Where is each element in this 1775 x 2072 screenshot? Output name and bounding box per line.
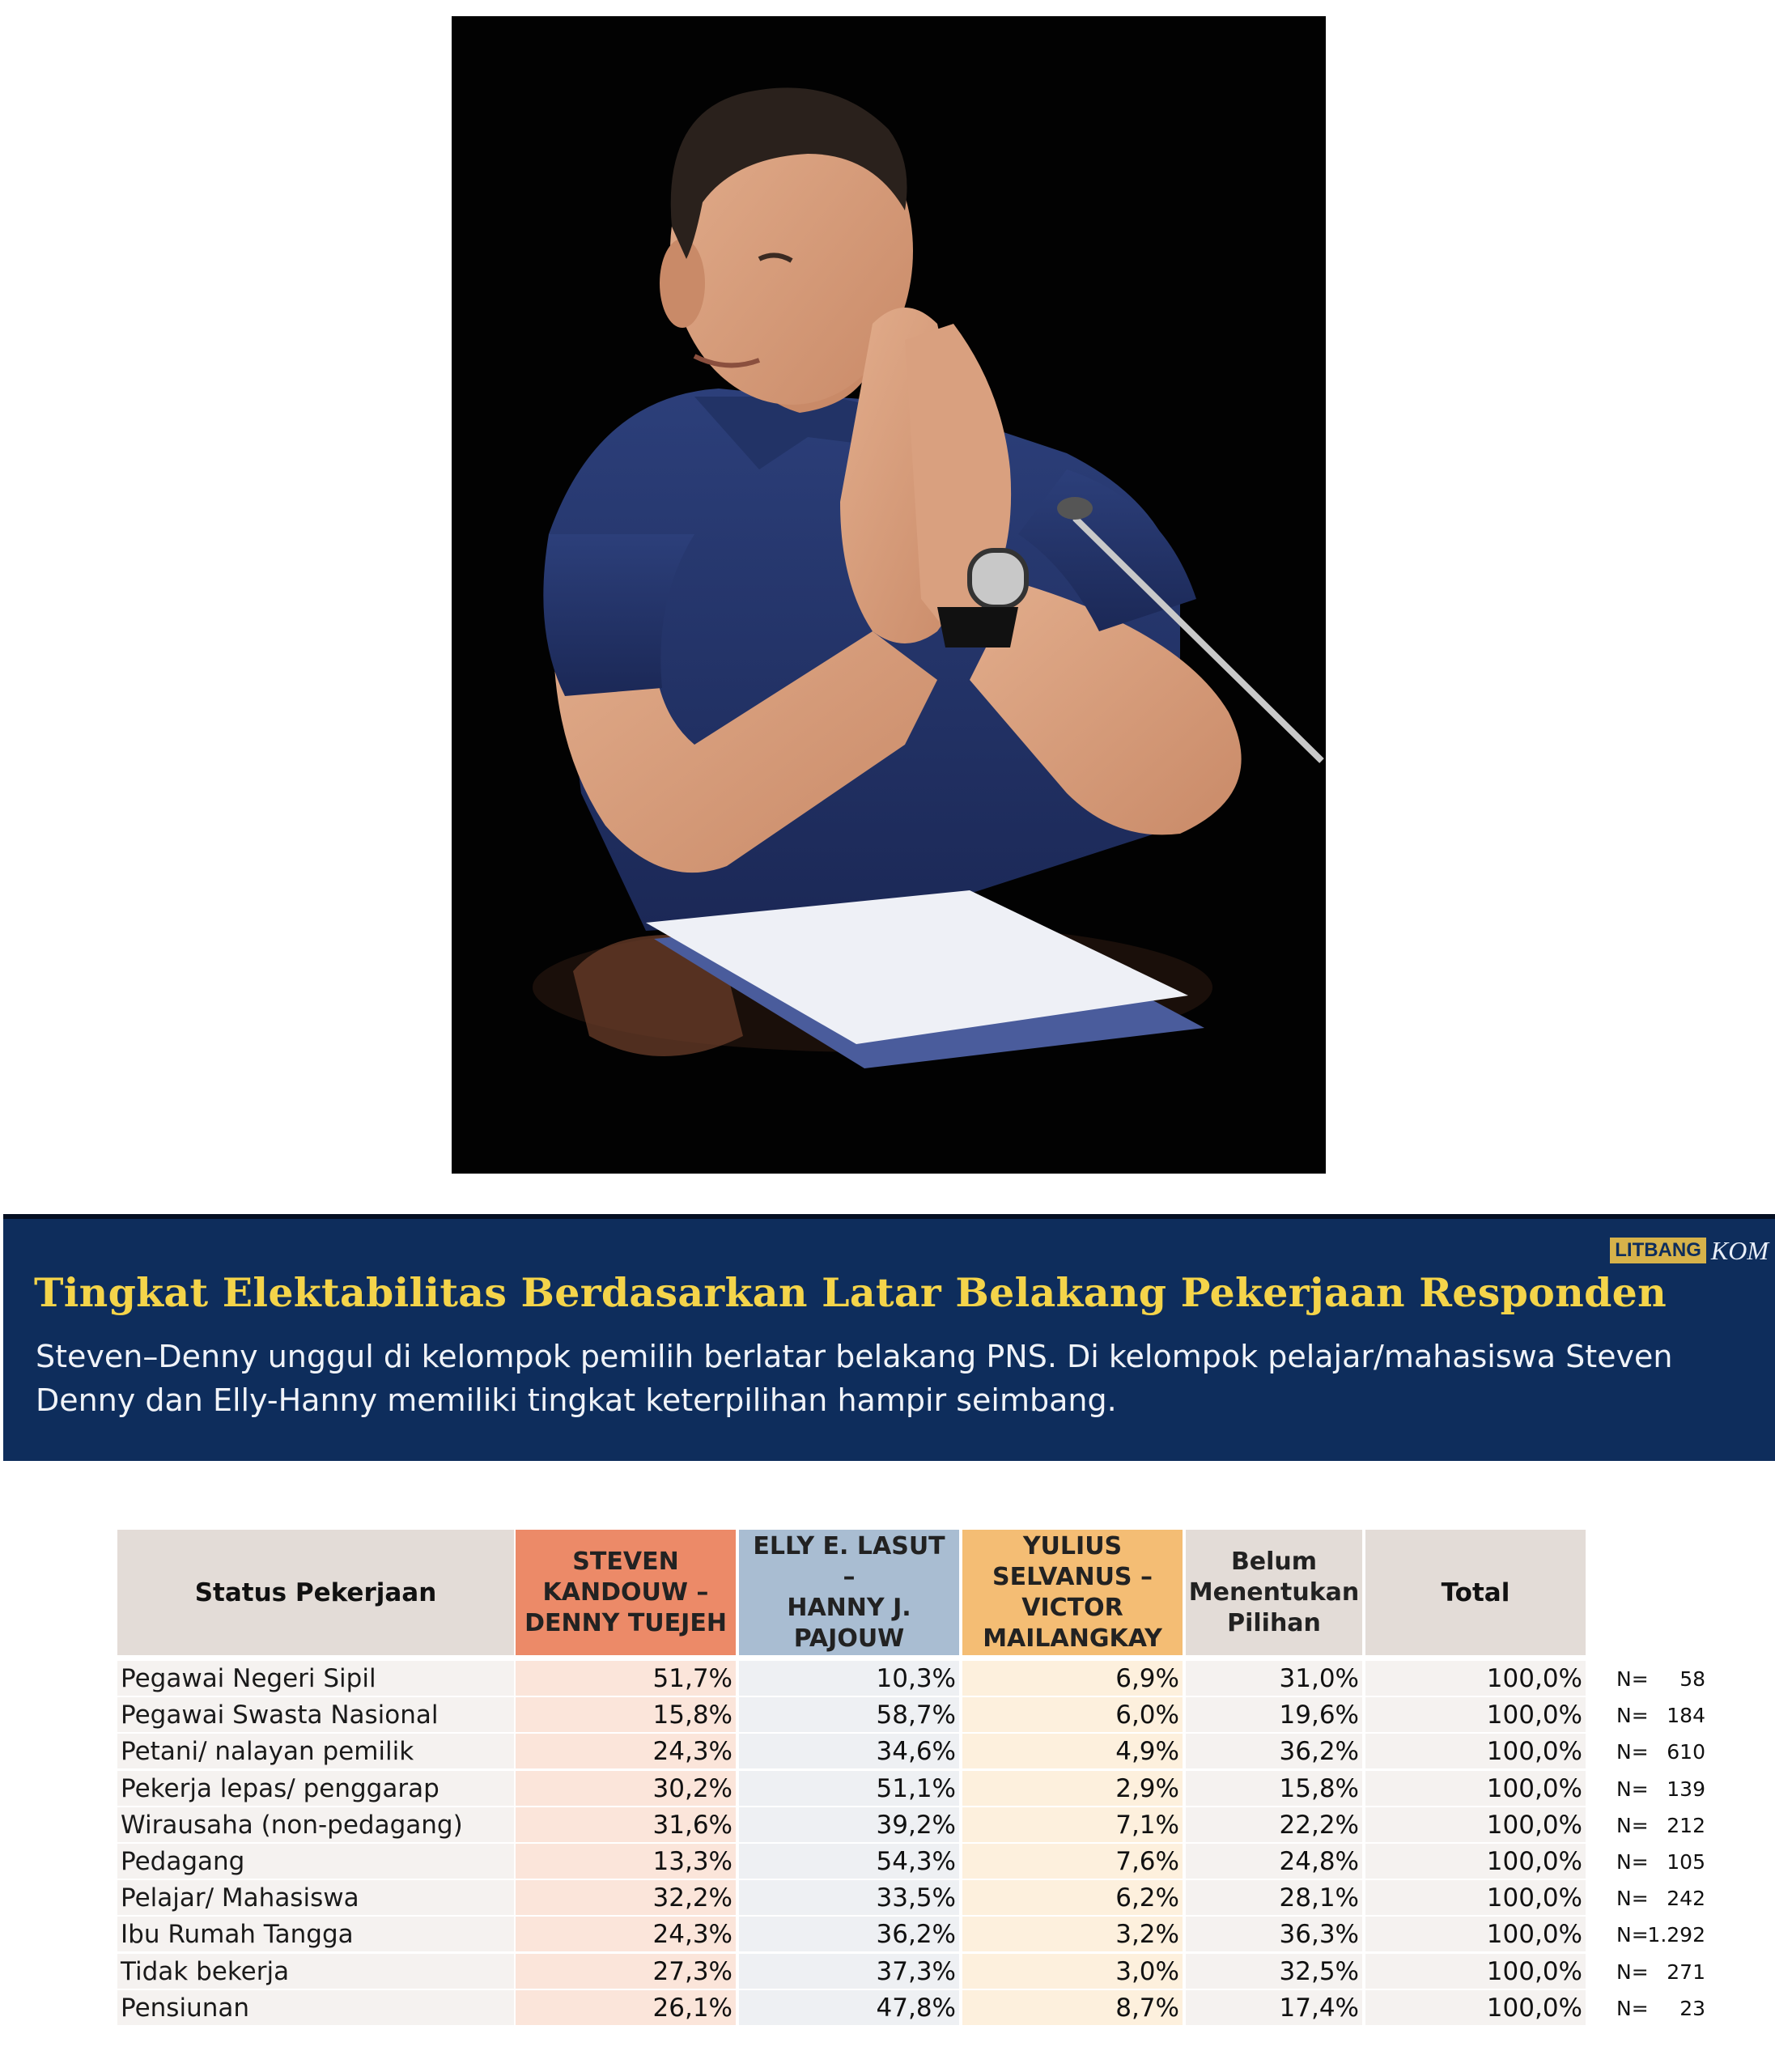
cell-n-value: 242 (1667, 1887, 1705, 1911)
cell-yulius: 6,0% (962, 1697, 1183, 1732)
cell-elly: 33,5% (739, 1880, 959, 1915)
cell-belum: 19,6% (1186, 1697, 1362, 1732)
cell-n-prefix: N= (1616, 1959, 1649, 1984)
row-label: Pensiunan (117, 1990, 514, 2025)
cell-yulius: 8,7% (962, 1990, 1183, 2025)
cell-steven: 26,1% (516, 1990, 736, 2025)
cell-steven: 32,2% (516, 1880, 736, 1915)
table-row (117, 1734, 1728, 1770)
header-line: HANNY J. (787, 1593, 911, 1622)
cell-steven: 31,6% (516, 1807, 736, 1842)
cell-n-prefix: N= (1616, 1667, 1649, 1691)
cell-elly: 37,3% (739, 1954, 959, 1989)
cell-yulius: 6,2% (962, 1880, 1183, 1915)
cell-n-value: 184 (1667, 1704, 1705, 1728)
cell-n-value: 23 (1679, 1996, 1705, 2020)
cell-total: 100,0% (1365, 1917, 1586, 1951)
cell-steven: 27,3% (516, 1954, 736, 1989)
row-label: Ibu Rumah Tangga (117, 1917, 514, 1951)
table-row (117, 1661, 1728, 1697)
cell-belum: 28,1% (1186, 1880, 1362, 1915)
cell-elly: 10,3% (739, 1661, 959, 1696)
table-row (117, 1917, 1728, 1953)
header-belum (1186, 1530, 1362, 1655)
cell-n-value: 610 (1667, 1740, 1705, 1764)
cell-n-prefix: N= (1616, 1740, 1649, 1764)
cell-yulius: 7,1% (962, 1807, 1183, 1842)
row-label: Pekerja lepas/ penggarap (117, 1771, 514, 1806)
cell-n-value: 105 (1667, 1850, 1705, 1874)
row-label: Pegawai Negeri Sipil (117, 1661, 514, 1696)
cell-n-prefix: N= (1616, 1887, 1649, 1911)
header-line: KANDOUW – (542, 1577, 709, 1607)
header-status (117, 1530, 514, 1655)
cell-steven: 30,2% (516, 1771, 736, 1806)
cell-total: 100,0% (1365, 1697, 1586, 1732)
row-label: Pelajar/ Mahasiswa (117, 1880, 514, 1915)
row-label: Tidak bekerja (117, 1954, 514, 1989)
cell-n-prefix: N= (1616, 1996, 1649, 2020)
cell-elly: 34,6% (739, 1734, 959, 1768)
cell-n-value: 212 (1667, 1813, 1705, 1837)
table-row (117, 1771, 1728, 1807)
litbang-logo (1610, 1237, 1769, 1264)
table-row (117, 1954, 1728, 1990)
row-label: Pegawai Swasta Nasional (117, 1697, 514, 1732)
cell-n-prefix: N= (1616, 1850, 1649, 1874)
header-line: STEVEN (572, 1547, 679, 1576)
row-label: Petani/ nalayan pemilik (117, 1734, 514, 1768)
cell-yulius: 7,6% (962, 1844, 1183, 1879)
cell-yulius: 6,9% (962, 1661, 1183, 1696)
cell-steven: 24,3% (516, 1734, 736, 1768)
cell-elly: 54,3% (739, 1844, 959, 1879)
cell-n-prefix: N= (1616, 1813, 1649, 1837)
header-line: ELLY E. LASUT – (753, 1531, 945, 1591)
cell-total: 100,0% (1365, 1661, 1586, 1696)
table-row (117, 1844, 1728, 1880)
cell-n-value: 1.292 (1647, 1923, 1705, 1947)
cell-total: 100,0% (1365, 1807, 1586, 1842)
cell-n-prefix: N= (1616, 1704, 1649, 1728)
header-line: MAILANGKAY (983, 1624, 1162, 1653)
cell-steven: 13,3% (516, 1844, 736, 1879)
cell-yulius: 4,9% (962, 1734, 1183, 1768)
cell-belum: 22,2% (1186, 1807, 1362, 1842)
banner-title: Tingkat Elektabilitas Berdasarkan Latar Belakang Pekerjaan Responden (34, 1269, 1667, 1316)
cell-belum: 31,0% (1186, 1661, 1362, 1696)
header-total (1365, 1530, 1586, 1655)
cell-belum: 36,2% (1186, 1734, 1362, 1768)
header-steven (516, 1530, 736, 1655)
cell-belum: 15,8% (1186, 1771, 1362, 1806)
portrait-illustration (452, 16, 1326, 1174)
cell-total: 100,0% (1365, 1954, 1586, 1989)
cell-n-value: 58 (1679, 1667, 1705, 1691)
header-line: Belum (1230, 1547, 1318, 1576)
header-line: VICTOR (1021, 1593, 1123, 1622)
table-row (117, 1697, 1728, 1734)
header-line: Menentukan (1188, 1577, 1360, 1607)
row-label: Wirausaha (non-pedagang) (117, 1807, 514, 1842)
header-line: SELVANUS – (992, 1562, 1153, 1591)
cell-elly: 39,2% (739, 1807, 959, 1842)
header-line: PAJOUW (793, 1624, 905, 1653)
cell-n-prefix: N= (1616, 1777, 1649, 1801)
cell-total: 100,0% (1365, 1844, 1586, 1879)
table-row (117, 1880, 1728, 1917)
cell-belum: 32,5% (1186, 1954, 1362, 1989)
cell-yulius: 2,9% (962, 1771, 1183, 1806)
portrait-photo (452, 16, 1326, 1174)
cell-steven: 15,8% (516, 1697, 736, 1732)
cell-n-value: 139 (1667, 1777, 1705, 1801)
cell-n-value: 271 (1667, 1959, 1705, 1984)
cell-belum: 17,4% (1186, 1990, 1362, 2025)
cell-elly: 58,7% (739, 1697, 959, 1732)
cell-elly: 47,8% (739, 1990, 959, 2025)
header-line: DENNY TUEJEH (524, 1608, 727, 1637)
banner-subtitle: Steven–Denny unggul di kelompok pemilih berlatar belakang PNS. Di kelompok pelajar/mahasiswa Steven Denny dan Elly-Hanny memiliki tingkat keterpilihan hampir seimbang. (36, 1339, 1673, 1418)
cell-total: 100,0% (1365, 1734, 1586, 1768)
cell-yulius: 3,0% (962, 1954, 1183, 1989)
logo-rest-text: KOM (1710, 1235, 1769, 1265)
header-status-label: Status Pekerjaan (194, 1577, 437, 1607)
table-row (117, 1807, 1728, 1844)
header-elly (739, 1530, 959, 1655)
header-line: Pilihan (1227, 1608, 1321, 1637)
header-yulius (962, 1530, 1183, 1655)
cell-elly: 36,2% (739, 1917, 959, 1951)
header-line: YULIUS (1022, 1531, 1123, 1560)
cell-yulius: 3,2% (962, 1917, 1183, 1951)
cell-elly: 51,1% (739, 1771, 959, 1806)
cell-belum: 36,3% (1186, 1917, 1362, 1951)
row-label: Pedagang (117, 1844, 514, 1879)
table-row (117, 1990, 1728, 2027)
cell-n-prefix: N= (1616, 1923, 1649, 1947)
cell-total: 100,0% (1365, 1880, 1586, 1915)
cell-steven: 51,7% (516, 1661, 736, 1696)
title-banner (3, 1214, 1775, 1461)
logo-box-text: LITBANG (1610, 1238, 1706, 1263)
cell-belum: 24,8% (1186, 1844, 1362, 1879)
cell-total: 100,0% (1365, 1990, 1586, 2025)
header-total-label: Total (1441, 1577, 1510, 1607)
cell-total: 100,0% (1365, 1771, 1586, 1806)
cell-steven: 24,3% (516, 1917, 736, 1951)
